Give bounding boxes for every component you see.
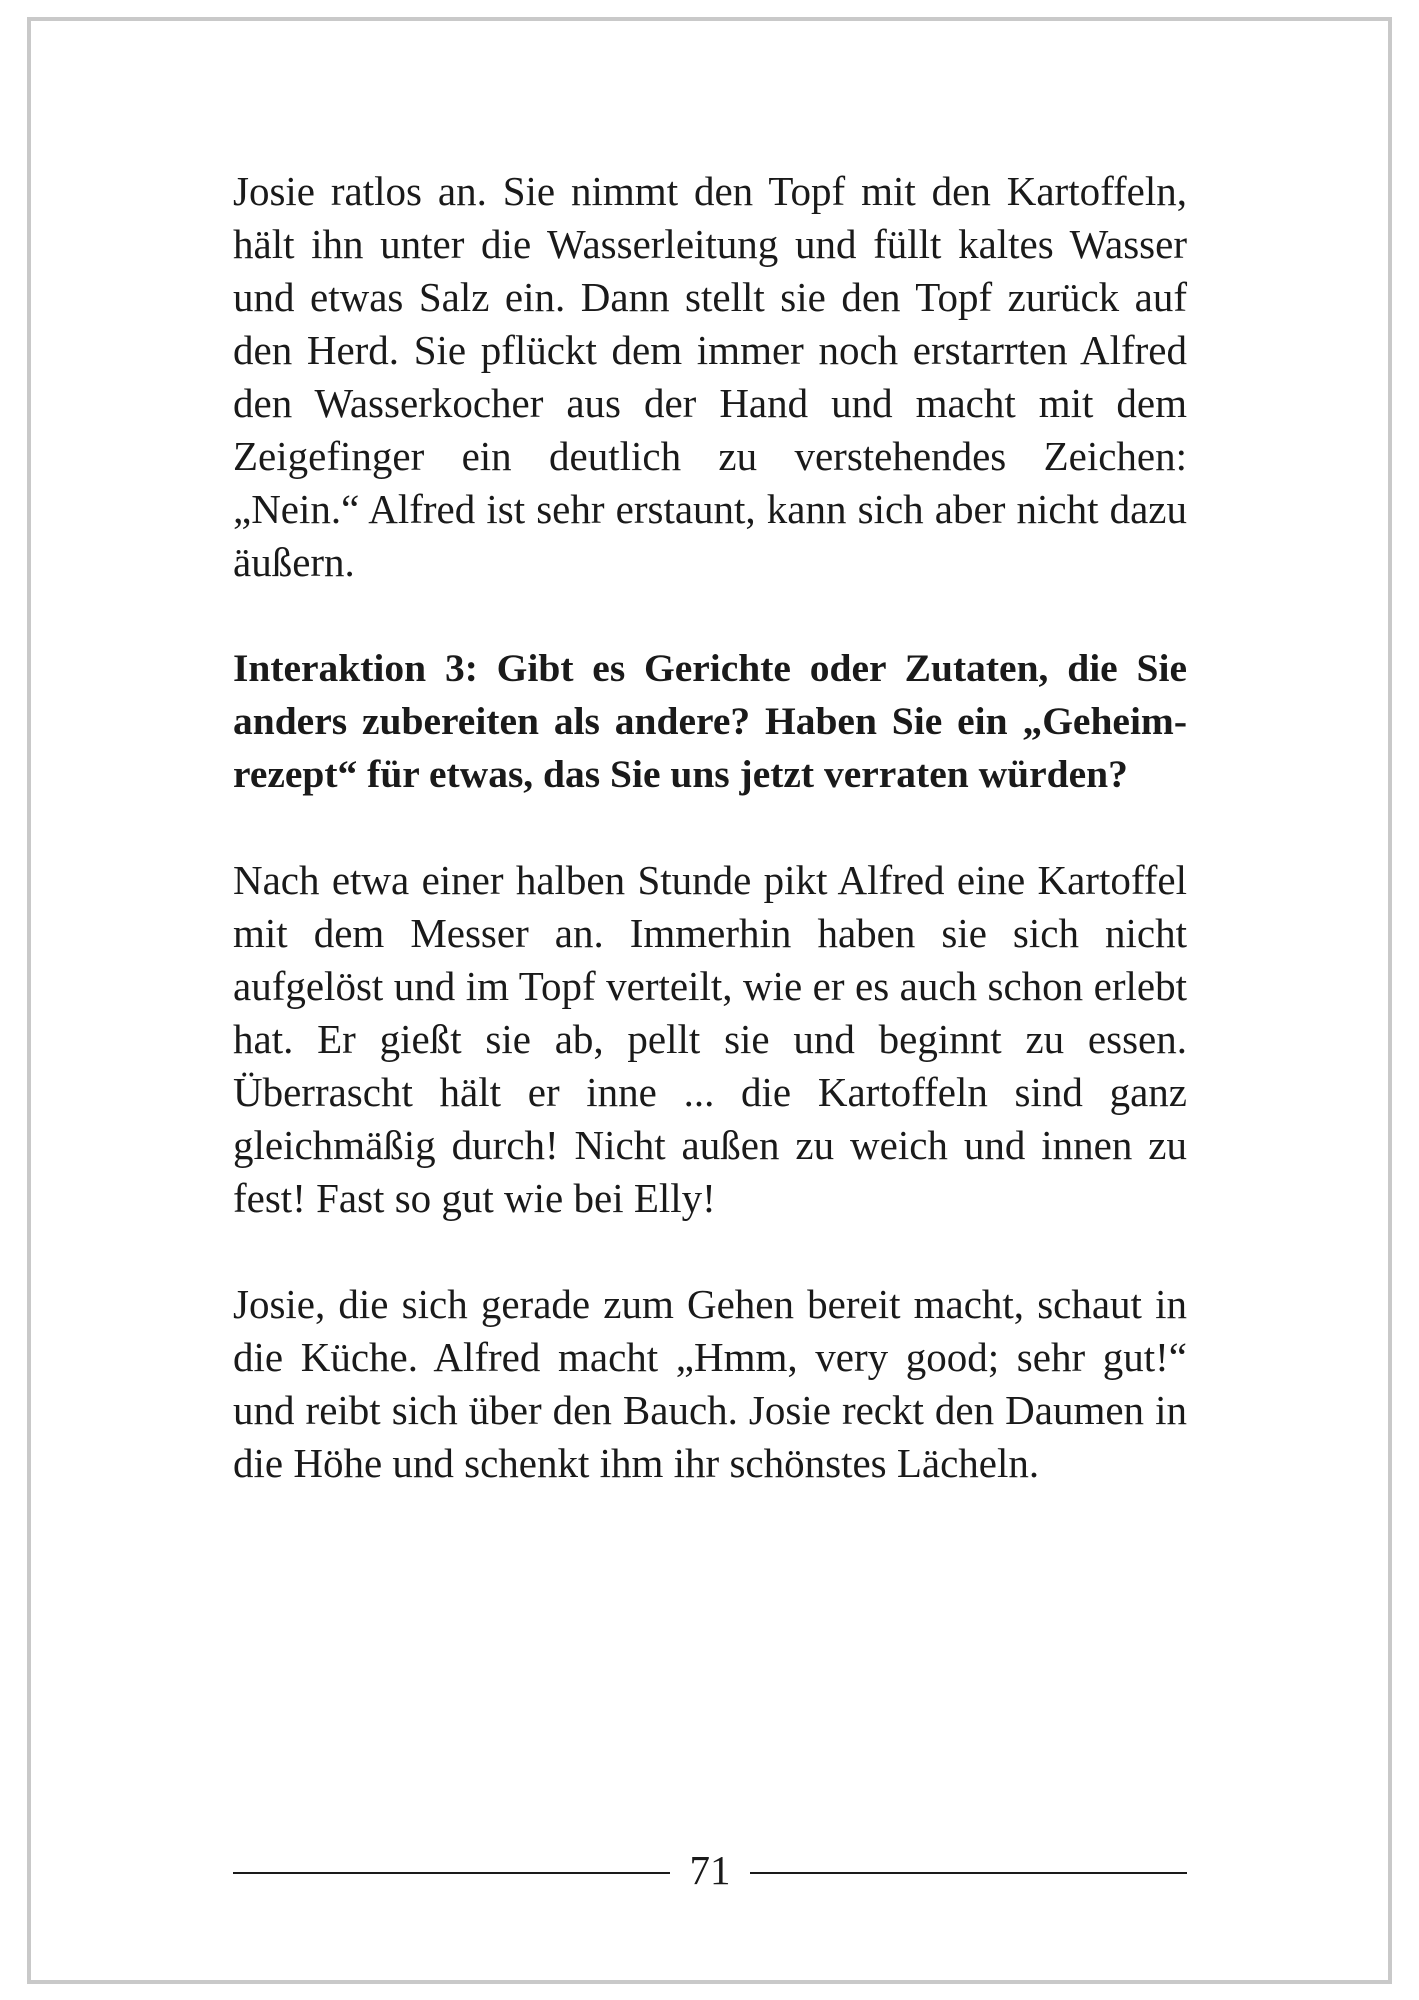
footer-rule-left <box>233 1872 670 1874</box>
page-number: 71 <box>689 1847 731 1893</box>
body-text <box>233 165 1187 1543</box>
interaction-question: Interaktion 3: Gibt es Gerichte oder Zutaten, die Sie anders zubereiten als andere? Haben Sie ein „Geheimrezept“ für etwas, das Sie uns jetzt verraten würden? <box>233 646 1187 796</box>
paragraph: Nach etwa einer halben Stunde pikt Alfred eine Kartoffel mit dem Messer an. Immerhin haben sie sich nicht aufgelöst und im Topf verteilt, wie er es auch schon erlebt hat. Er gießt sie ab, pellt sie und beginnt zu essen. Überrascht hält er inne ... die Kartoffeln sind ganz gleichmäßig durch! Nicht außen zu weich und innen zu fest! Fast so gut wie bei Elly! <box>233 857 1187 1221</box>
paragraph: Josie, die sich gerade zum Gehen bereit macht, schaut in die Küche. Alfred macht „Hmm, very good; sehr gut!“ und reibt sich über den Bauch. Josie reckt den Daumen in die Höhe und schenkt ihm ihr schönstes Lächeln. <box>233 1281 1187 1486</box>
page-footer <box>233 1840 1187 1900</box>
paragraph: Josie ratlos an. Sie nimmt den Topf mit den Kartoffeln, hält ihn unter die Wasserleitung und füllt kaltes Wasser und etwas Salz ein. Dann stellt sie den Topf zurück auf den Herd. Sie pflückt dem immer noch erstarrten Alfred den Wasserkocher aus der Hand und macht mit dem Zeigefinger ein deutlich zu verstehendes Zeichen: „Nein.“ Alfred ist sehr erstaunt, kann sich aber nicht dazu äußern. <box>233 168 1187 585</box>
footer-rule-right <box>750 1872 1187 1874</box>
